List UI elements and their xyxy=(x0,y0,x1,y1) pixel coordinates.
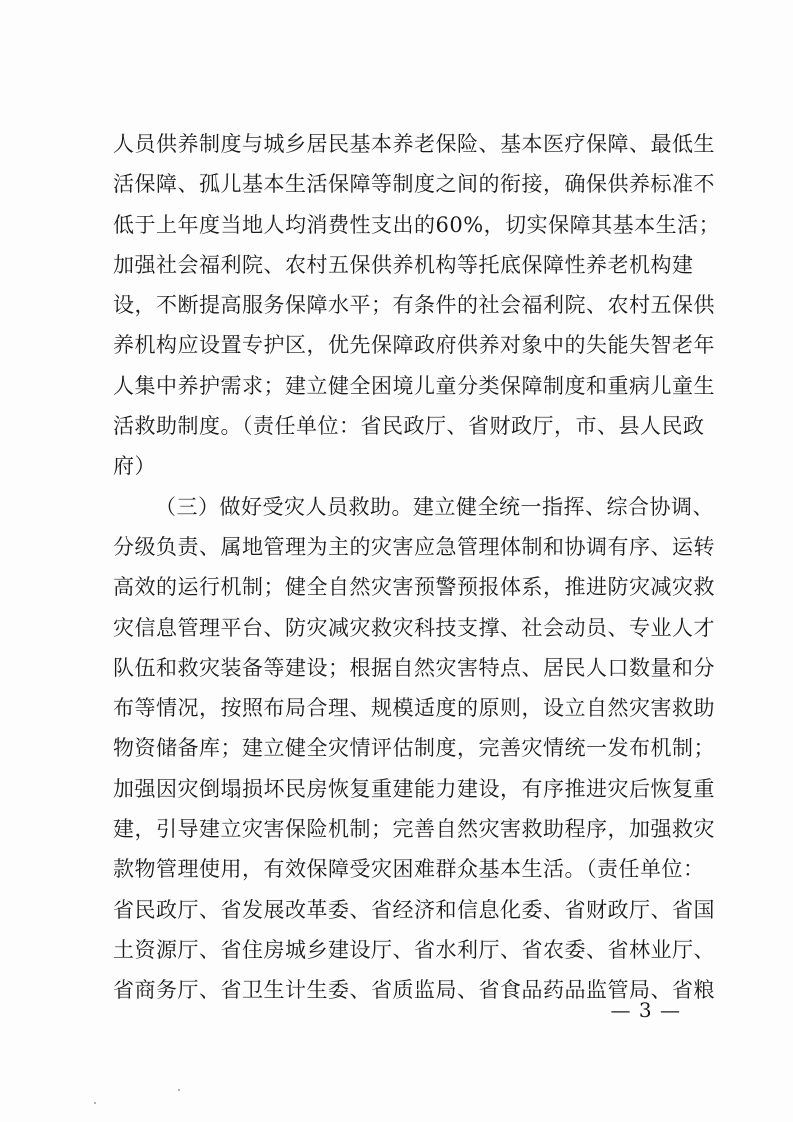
text-line: 人员供养制度与城乡居民基本养老保险、基本医疗保障、最低生 xyxy=(113,132,715,156)
body-text xyxy=(113,124,721,1011)
text-line: 省民政厅、省发展改革委、省经济和信息化委、省财政厅、省国 xyxy=(113,897,715,922)
text-line: 加强因灾倒塌损坏民房恢复重建能力建设，有序推进灾后恢复重 xyxy=(113,776,715,801)
text-line: 养机构应设置专护区，优先保障政府供养对象中的失能失智老年 xyxy=(113,333,715,358)
text-line: 府） xyxy=(113,454,156,479)
text-line: 布等情况，按照布局合理、规模适度的原则，设立自然灾害救助 xyxy=(113,696,715,721)
scan-speck xyxy=(178,1089,180,1091)
text-line: 设，不断提高服务保障水平；有条件的社会福利院、农村五保供 xyxy=(113,293,715,318)
text-line: 土资源厅、省住房城乡建设厅、省水利厅、省农委、省林业厅、 xyxy=(113,937,715,962)
section-heading-line: （三）做好受灾人员救助。建立健全统一指挥、综合协调、 xyxy=(155,494,714,519)
text-line: 队伍和救灾装备等建设；根据自然灾害特点、居民人口数量和分 xyxy=(113,655,715,680)
text-line: 灾信息管理平台、防灾减灾救灾科技支撑、社会动员、专业人才 xyxy=(113,615,715,640)
scan-speck xyxy=(94,1102,96,1104)
text-line: 款物管理使用，有效保障受灾困难群众基本生活。（责任单位： xyxy=(113,857,705,882)
text-line: 建，引导建立灾害保险机制；完善自然灾害救助程序，加强救灾 xyxy=(113,817,715,842)
text-line: 省商务厅、省卫生计生委、省质监局、省食品药品监管局、省粮 xyxy=(113,978,715,1003)
text-line: 分级负责、属地管理为主的灾害应急管理体制和协调有序、运转 xyxy=(113,534,715,559)
text-line: 加强社会福利院、农村五保供养机构等托底保障性养老机构建 xyxy=(113,252,694,277)
text-line: 低于上年度当地人均消费性支出的60%，切实保障其基本生活； xyxy=(113,212,721,237)
text-line: 活保障、孤儿基本生活保障等制度之间的衔接，确保供养标准不 xyxy=(113,172,715,197)
text-line: 活救助制度。（责任单位：省民政厅、省财政厅，市、县人民政 xyxy=(113,414,705,439)
text-line: 物资储备库；建立健全灾情评估制度，完善灾情统一发布机制； xyxy=(113,736,715,761)
text-line: 高效的运行机制；健全自然灾害预警预报体系，推进防灾减灾救 xyxy=(113,575,715,600)
text-line: 人集中养护需求；建立健全困境儿童分类保障制度和重病儿童生 xyxy=(113,373,715,398)
page-number: — 3 — xyxy=(610,998,681,1022)
